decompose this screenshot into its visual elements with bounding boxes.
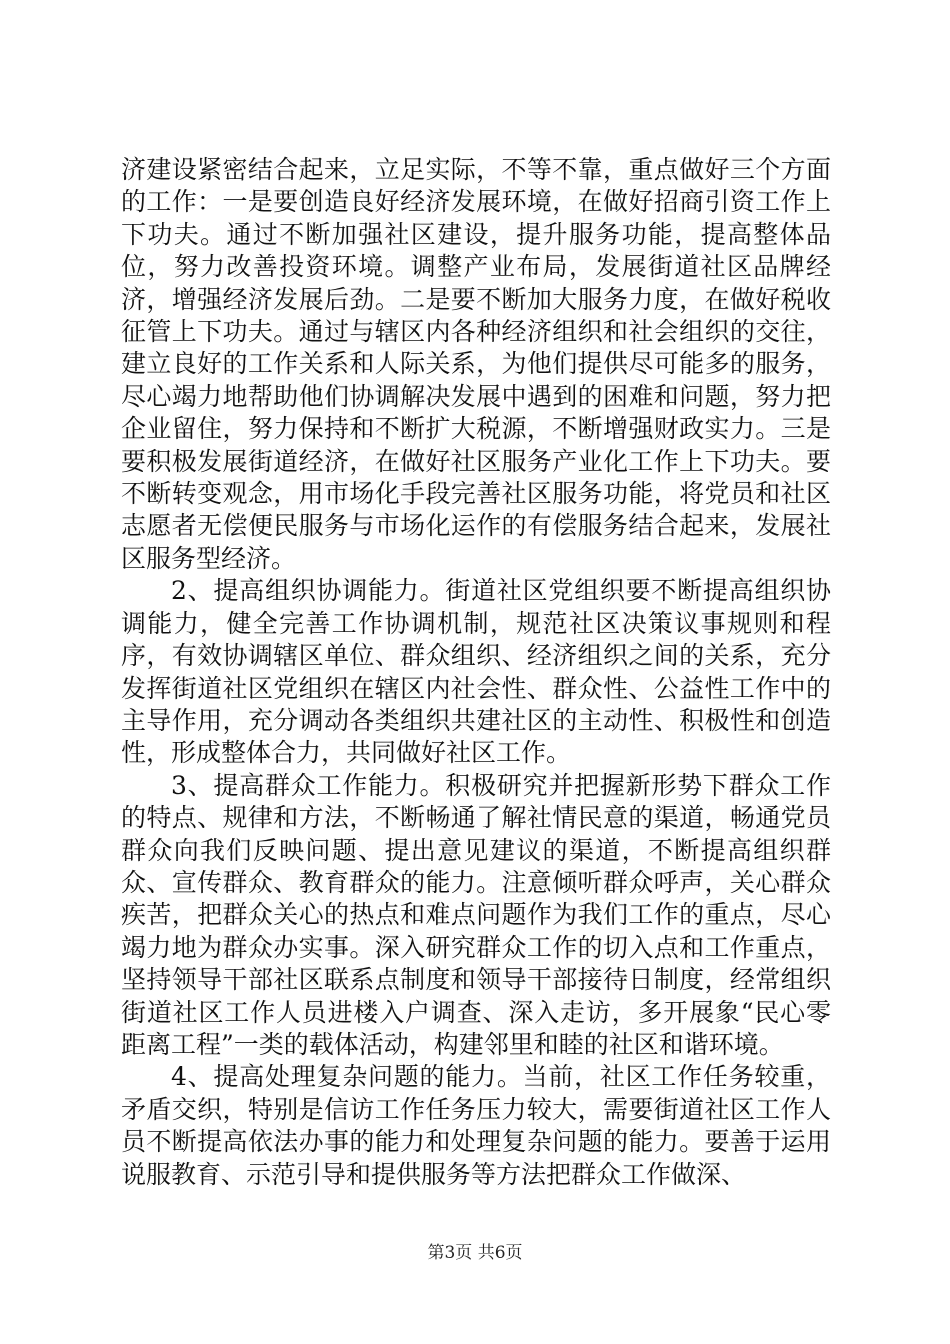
paragraph-1: 济建设紧密结合起来，立足实际，不等不靠，重点做好三个方面的工作：一是要创造良好经济发展环境，在做好招商引资工作上下功夫。通过不断加强社区建设，提升服务功能，提高整体品位，努力改善投资环境。调整产业布局，发展街道社区品牌经济，增强经济发展后劲。二是要不断加大服务力度，在做好税收征管上下功夫。通过与辖区内各种经济组织和社会组织的交往，建立良好的工作关系和人际关系，为他们提供尽可能多的服务，尽心竭力地帮助他们协调解决发展中遇到的困难和问题，努力把企业留住，努力保持和不断扩大税源，不断增强财政实力。三是要积极发展街道经济，在做好社区服务产业化工作上下功夫。要不断转变观念，用市场化手段完善社区服务功能，将党员和社区志愿者无偿便民服务与市场化运作的有偿服务结合起来，发展社区服务型经济。	[121, 155, 831, 573]
paragraph-3: 3、提高群众工作能力。积极研究并把握新形势下群众工作的特点、规律和方法，不断畅通了解社情民意的渠道，畅通党员群众向我们反映问题、提出意见建议的渠道，不断提高组织群众、宣传群众、教育群众的能力。注意倾听群众呼声，关心群众疾苦，把群众关心的热点和难点问题作为我们工作的重点，尽心竭力地为群众办实事。深入研究群众工作的切入点和工作重点，坚持领导干部社区联系点制度和领导干部接待日制度，经常组织街道社区工作人员进楼入户调查、深入走访，多开展象“民心零距离工程”一类的载体活动，构建邻里和睦的社区和谐环境。	[121, 770, 831, 1059]
paragraph-4: 4、提高处理复杂问题的能力。当前，社区工作任务较重，矛盾交织，特别是信访工作任务压力较大，需要街道社区工作人员不断提高依法办事的能力和处理复杂问题的能力。要善于运用说服教育、示范引导和提供服务等方法把群众工作做深、	[121, 1062, 831, 1189]
paragraph-2: 2、提高组织协调能力。街道社区党组织要不断提高组织协调能力，健全完善工作协调机制，规范社区决策议事规则和程序，有效协调辖区单位、群众组织、经济组织之间的关系，充分发挥街道社区党组织在辖区内社会性、群众性、公益性工作中的主导作用，充分调动各类组织共建社区的主动性、积极性和创造性，形成整体合力，共同做好社区工作。	[121, 576, 831, 768]
page-number-footer: 第3页 共6页	[427, 1243, 523, 1263]
document-body	[121, 154, 831, 1191]
